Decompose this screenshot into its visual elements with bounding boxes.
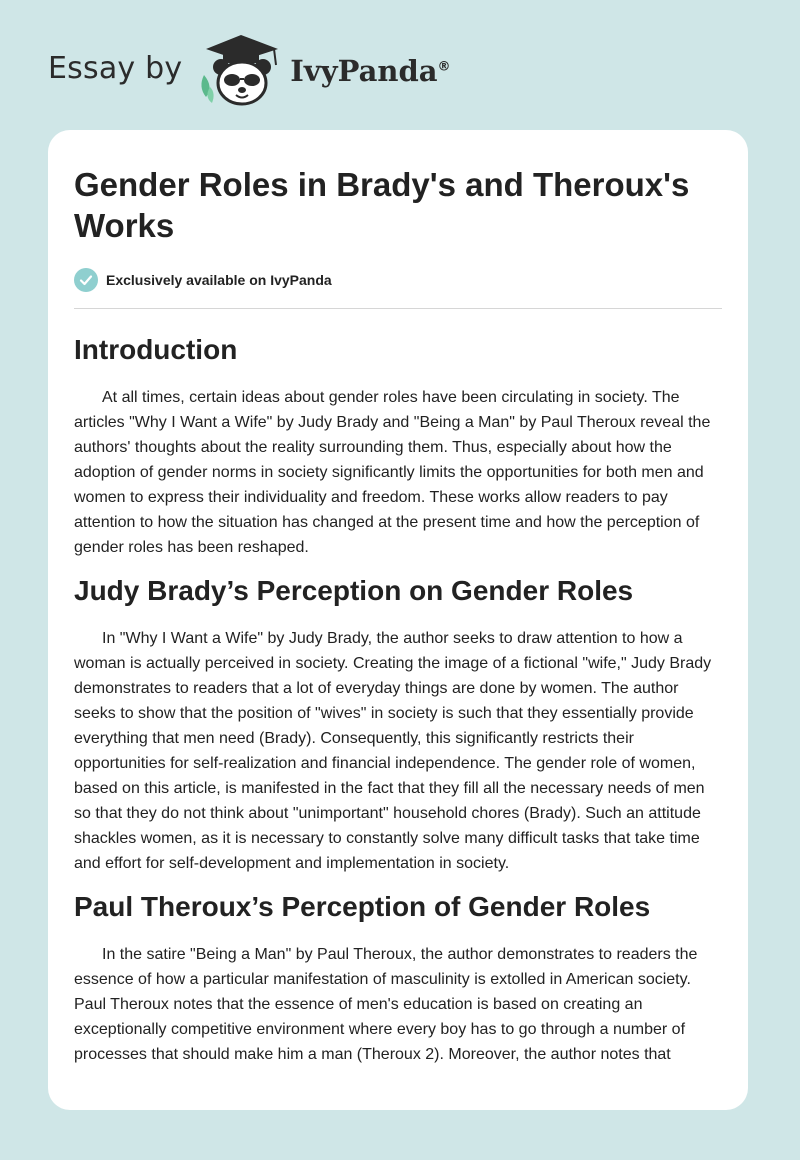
section-heading-introduction: Introduction (74, 334, 238, 365)
brand-name: IvyPanda® (290, 54, 451, 88)
section-heading-theroux: Paul Theroux’s Perception of Gender Roles (74, 891, 651, 922)
exclusive-badge (74, 268, 722, 292)
exclusive-badge-label: Exclusively available on IvyPanda (106, 272, 332, 288)
title-divider (74, 308, 722, 309)
brand-reg-mark: ® (437, 59, 451, 75)
article-title: Gender Roles in Brady's and Theroux's Works (74, 166, 690, 244)
brand-prefix: Essay by (48, 50, 183, 86)
site-brand[interactable] (48, 30, 451, 110)
section-paragraph-theroux: In the satire "Being a Man" by Paul Theroux, the author demonstrates to readers the essence of how a particular manifestation of masculinity is extolled in American society. Paul Theroux notes that the essence of men's education is based on creating an exceptionally competitive environment where every boy has to go through a number of processes that should make him a man (Theroux 2). Moreover, the author notes that (74, 946, 698, 1063)
section-paragraph-brady: In "Why I Want a Wife" by Judy Brady, the author seeks to draw attention to how a woman is actually perceived in society. Creating the image of a fictional "wife," Judy Brady demonstrates to readers that a lot of everyday things are done by women. The author seeks to show that the position of "wives" in society is such that they essentially provide everything that men need (Brady). Consequently, this significantly restricts their opportunities for self-realization and financial independence. The gender role of women, based on this article, is manifested in the fact that they fill all the necessary needs of men so that they do not think about "unimportant" household chores (Brady). Such an attitude shackles women, as it is necessary to constantly solve many difficult tasks that take time and effort for self-development and implementation in society. (74, 630, 712, 872)
section-heading-brady: Judy Brady’s Perception on Gender Roles (74, 575, 634, 606)
article-card (48, 130, 748, 1110)
check-icon (74, 268, 98, 292)
panda-graduate-icon (196, 31, 286, 109)
section-paragraph-introduction: At all times, certain ideas about gender roles have been circulating in society. The articles "Why I Want a Wife" by Judy Brady and "Being a Man" by Paul Theroux reveal the authors' thoughts about the reality surrounding them. Thus, especially about how the adoption of gender norms in society significantly limits the opportunities for both men and women to express their individuality and freedom. These works allow readers to pay attention to how the situation has changed at the present time and how the perception of gender roles has been reshaped. (74, 389, 711, 556)
